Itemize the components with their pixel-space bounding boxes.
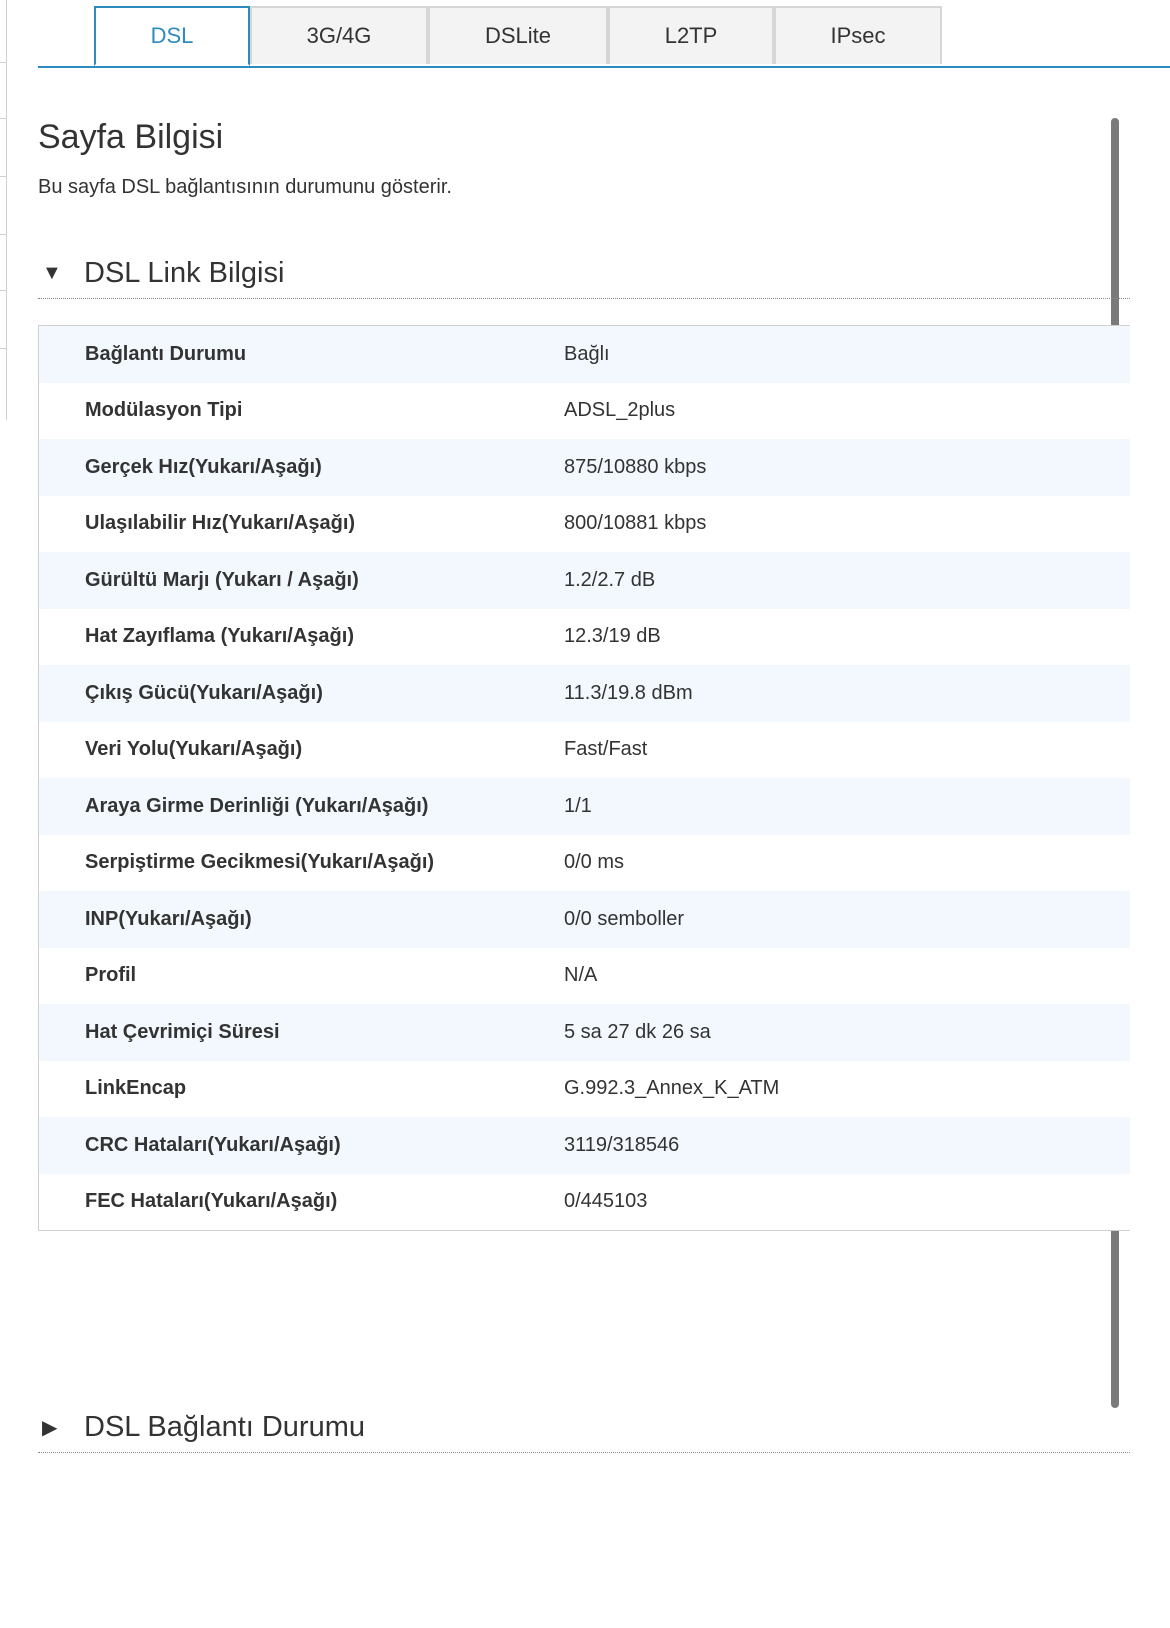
sidebar-divider [0,176,6,177]
row-label: Ulaşılabilir Hız(Yukarı/Aşağı) [85,512,356,535]
tab-ipsec[interactable]: IPsec [774,6,942,64]
sidebar-edge [0,0,7,420]
table-row [39,496,1130,553]
table-row [39,778,1130,835]
row-value: 800/10881 kbps [564,512,707,535]
row-value: 5 sa 27 dk 26 sa [564,1020,711,1043]
row-label: Gerçek Hız(Yukarı/Aşağı) [85,455,322,478]
row-value: 1/1 [564,794,592,817]
table-row [39,665,1130,722]
page-title: Sayfa Bilgisi [38,118,224,156]
table-row [39,1061,1130,1118]
row-value: Fast/Fast [564,738,648,761]
sidebar-divider [0,62,6,63]
row-label: INP(Yukarı/Aşağı) [85,907,252,930]
tab-l2tp[interactable]: L2TP [608,6,774,64]
tab-dslite[interactable]: DSLite [428,6,608,64]
section-header-dsl-connection-status[interactable] [38,1402,1130,1453]
row-value: 875/10880 kbps [564,455,707,478]
section-title: DSL Link Bilgisi [84,256,285,289]
row-label: Hat Çevrimiçi Süresi [85,1020,280,1043]
row-value: 12.3/19 dB [564,625,661,648]
row-value: G.992.3_Annex_K_ATM [564,1077,780,1100]
row-label: Serpiştirme Gecikmesi(Yukarı/Aşağı) [85,851,435,874]
row-label: LinkEncap [85,1077,187,1100]
sidebar-divider [0,234,6,235]
row-label: Gürültü Marjı (Yukarı / Aşağı) [85,568,359,591]
row-label: Veri Yolu(Yukarı/Aşağı) [85,738,303,761]
row-label: Bağlantı Durumu [85,342,247,365]
row-value: 1.2/2.7 dB [564,568,656,591]
row-value: 0/0 semboller [564,907,685,930]
tab-bar [38,6,1170,68]
table-row [39,1174,1130,1231]
table-row [39,439,1130,496]
table-row [39,891,1130,948]
tab-3g-4g[interactable]: 3G/4G [250,6,428,64]
table-row [39,609,1130,666]
row-label: Çıkış Gücü(Yukarı/Aşağı) [85,681,323,704]
table-row [39,326,1130,383]
table-row [39,722,1130,779]
section-title: DSL Bağlantı Durumu [84,1410,366,1443]
row-value: 0/445103 [564,1190,648,1213]
page-description: Bu sayfa DSL bağlantısının durumunu gösterir. [38,176,452,198]
row-label: Modülasyon Tipi [85,399,243,422]
tab-dsl[interactable]: DSL [94,6,250,66]
row-value: Bağlı [564,342,610,365]
table-row [39,1004,1130,1061]
table-row [39,948,1130,1005]
triangle-down-icon: ▼ [42,261,62,284]
table-row [39,552,1130,609]
dsl-link-info-table [38,325,1130,1231]
row-label: FEC Hataları(Yukarı/Aşağı) [85,1190,338,1213]
table-row [39,383,1130,440]
row-value: 0/0 ms [564,851,625,874]
sidebar-divider [0,290,6,291]
row-label: CRC Hataları(Yukarı/Aşağı) [85,1133,341,1156]
row-label: Profil [85,964,137,987]
table-row [39,1117,1130,1174]
row-value: 3119/318546 [564,1133,680,1156]
row-value: 11.3/19.8 dBm [564,681,693,704]
row-label: Araya Girme Derinliği (Yukarı/Aşağı) [85,794,429,817]
triangle-right-icon: ▶ [42,1416,58,1439]
row-label: Hat Zayıflama (Yukarı/Aşağı) [85,625,354,648]
row-value: N/A [564,964,598,987]
sidebar-divider [0,118,6,119]
sidebar-divider [0,348,6,349]
row-value: ADSL_2plus [564,399,676,422]
section-header-dsl-link-info[interactable] [38,248,1130,299]
table-row [39,835,1130,892]
